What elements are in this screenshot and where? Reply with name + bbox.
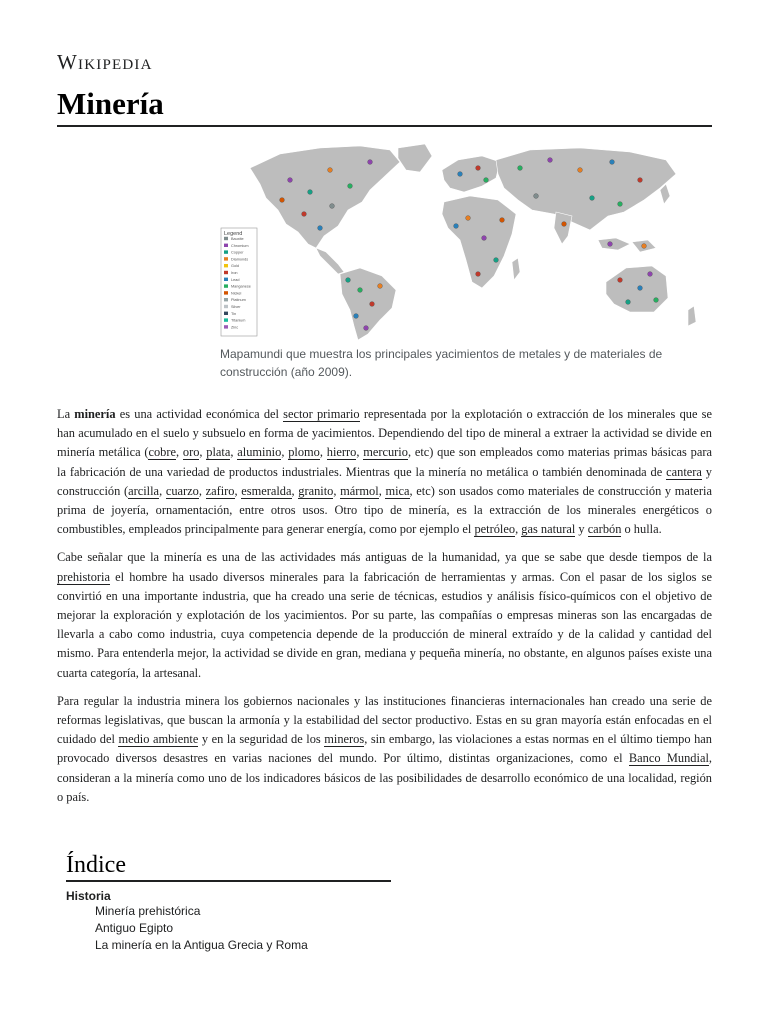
legend-title: Legend: [224, 231, 243, 237]
legend-swatch: [224, 312, 228, 315]
toc-title: Índice: [66, 852, 391, 882]
link-mica[interactable]: mica: [385, 483, 410, 498]
legend-label: Bauxite: [231, 237, 244, 241]
link-cuarzo[interactable]: cuarzo: [165, 483, 199, 498]
link-hierro[interactable]: hierro: [326, 445, 357, 460]
article-body: [57, 405, 712, 816]
paragraph-intro: La minería es una actividad económica del sector primario representada por la explotación o extracción de los minerales que se han acumulado en el suelo y subsuelo en forma de yacimientos. Dependiendo del tipo de mineral a extraer la actividad se divide en minería metálica (cobre, oro, plata, aluminio, plomo, hierro, mercurio, etc) que son empleados como materias primas básicas para la fabricación de una variedad de productos industriales. Mientras que la minería no metálica o también denominada de cantera y construcción (arcilla, cuarzo, zafiro, esmeralda, granito, mármol, mica, etc) son usados como materiales de construcción y materia prima de joyería, ornamentación, entre otros usos. Otro tipo de minería, es la extracción de los minerales energéticos o combustibles, empleados principalmente para generar energía, como por ejemplo el petróleo, gas natural y carbón o hulla.: [57, 407, 712, 537]
paragraph-history: Cabe señalar que la minería es una de las actividades más antiguas de la humanidad, ya que se sabe que desde tiempos de la prehistoria el hombre ha usado diversos minerales para la fabricación de herramientas y armas. Con el pasar de los siglos se convirtió en una importante industria, que ha creado una serie de técnicas, estudios y análisis físico-químicos con el objetivo de mejorar la exploración y explotación de los yacimientos. Por su parte, las compañías o empresas mineras son las encargadas de llevarla a cabo como industria, cuya competencia depende de la producción de mineral extraído y de la calidad y cantidad del mismo. Para entenderla mejor, la actividad se divide en gran, mediana y pequeña minería, no obstante, en algunos países existe una cuarta categoría, la artesanal.: [57, 550, 712, 680]
article-figure: [220, 140, 712, 381]
legend-swatch: [224, 244, 228, 247]
link-plata[interactable]: plata: [206, 445, 231, 460]
legend-swatch: [224, 237, 228, 240]
page-title: Minería: [57, 86, 164, 121]
link-medio-ambiente[interactable]: medio ambiente: [118, 732, 199, 747]
legend-label: Tin: [231, 311, 237, 316]
legend-swatch: [224, 264, 228, 267]
legend-swatch: [224, 325, 228, 328]
title-divider: [57, 125, 712, 127]
map-legend: [221, 228, 257, 336]
link-banco-mundial[interactable]: Banco Mundial: [628, 751, 709, 766]
link-zafiro[interactable]: zafiro: [205, 483, 235, 498]
link-granito[interactable]: granito: [298, 483, 334, 498]
toc-item-egypt[interactable]: Antiguo Egipto: [95, 921, 174, 935]
bold-term-mineria: minería: [74, 407, 116, 421]
legend-swatch: [224, 284, 228, 287]
toc-item-prehistoric[interactable]: Minería prehistórica: [95, 904, 201, 918]
link-mercurio[interactable]: mercurio: [363, 445, 408, 460]
link-carbon[interactable]: carbón: [587, 522, 622, 537]
legend-label: Nickel: [231, 291, 242, 296]
legend-label: Chromium: [231, 243, 249, 248]
link-plomo[interactable]: plomo: [288, 445, 320, 460]
legend-swatch: [224, 250, 228, 253]
link-cobre[interactable]: cobre: [148, 445, 177, 460]
legend-swatch: [224, 257, 228, 260]
legend-label: Lead: [231, 277, 240, 282]
link-aluminio[interactable]: aluminio: [237, 445, 282, 460]
link-marmol[interactable]: mármol: [340, 483, 379, 498]
link-esmeralda[interactable]: esmeralda: [241, 483, 292, 498]
figure-caption: Mapamundi que muestra los principales yacimientos de metales y de materiales de construcción (año 2009).: [220, 347, 663, 379]
legend-swatch: [224, 291, 228, 294]
legend-label: Diamonds: [231, 257, 249, 262]
legend-label: Copper: [231, 250, 244, 255]
link-petroleo[interactable]: petróleo: [474, 522, 516, 537]
legend-swatch: [224, 298, 228, 301]
wikipedia-wordmark[interactable]: Wikipedia: [57, 50, 153, 74]
link-sector-primario[interactable]: sector primario: [283, 407, 360, 421]
legend-swatch: [224, 271, 228, 274]
table-of-contents: [66, 852, 391, 954]
link-prehistoria[interactable]: prehistoria: [57, 569, 110, 584]
legend-label: Zinc: [231, 325, 239, 330]
legend-label: Gold: [231, 264, 240, 269]
link-arcilla[interactable]: arcilla: [128, 483, 160, 498]
toc-item-greece-rome[interactable]: La minería en la Antigua Grecia y Roma: [95, 938, 308, 952]
link-mineros[interactable]: mineros: [324, 732, 365, 747]
legend-label: Silver: [231, 305, 241, 309]
legend-label: Iron: [231, 271, 238, 275]
legend-swatch: [224, 278, 228, 281]
legend-swatch: [224, 318, 228, 321]
legend-label: Platinum: [231, 298, 246, 303]
world-mining-map[interactable]: [220, 140, 712, 342]
paragraph-regulation: Para regular la industria minera los gobiernos nacionales y las instituciones financieras internacionales han creado una serie de reformas legislativas, que buscan la armonía y la estabilidad del sector productivo. Estas en su gran mayoría están enfocadas en el cuidado del medio ambiente y en la seguridad de los mineros, sin embargo, las violaciones a estas normas en el último tiempo han provocado diversos desastres en varias naciones del mundo. Por último, distintas organizaciones, como el Banco Mundial, consideran a la minería como uno de los indicadores básicos de las posibilidades de desarrollo económico de una localidad, región o país.: [57, 693, 712, 804]
legend-label: Manganese: [231, 284, 251, 289]
link-gas-natural[interactable]: gas natural: [521, 522, 576, 537]
legend-swatch: [224, 305, 228, 308]
legend-label: Titanium: [231, 318, 246, 323]
link-oro[interactable]: oro: [182, 445, 200, 460]
link-cantera[interactable]: cantera: [666, 464, 702, 479]
toc-section-historia[interactable]: Historia: [66, 889, 111, 903]
